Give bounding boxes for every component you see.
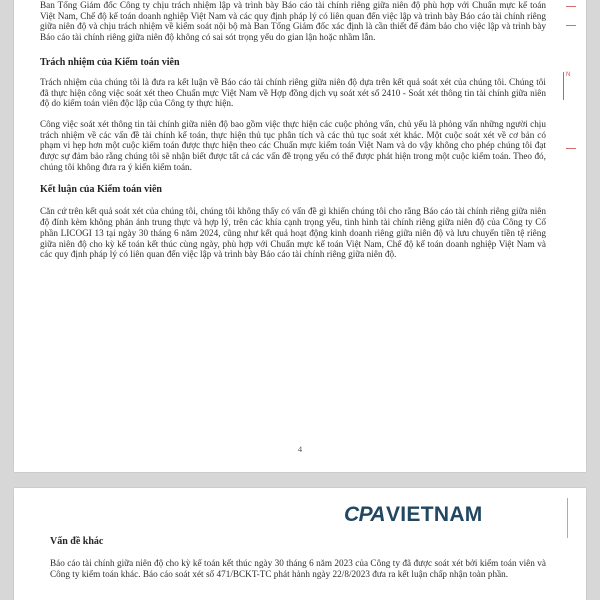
- logo-vietnam-text: VIETNAM: [385, 503, 483, 526]
- auditor-responsibility-paragraph-2: Công việc soát xét thông tin tài chính giữa niên độ bao gồm việc thực hiện các cuộc phỏng vấn, chủ yếu là phỏng vấn những người chịu trách nhiệm về các vấn đề tài chính kế toán, thực hiện thủ tục phân tích và các thủ tục soát xét khác. Một cuộc soát xét về cơ bản có phạm vi hẹp hơn một cuộc kiểm toán được thực hiện theo các Chuẩn mực kiểm toán Việt Nam và do vậy không cho phép chúng tôi đạt được sự đảm bảo rằng chúng tôi sẽ nhận biết được tất cả các vấn đề trọng yếu có thể được phát hiện trong một cuộc kiểm toán. Theo đó, chúng tôi không đưa ra ý kiến kiểm toán.: [40, 118, 546, 172]
- cpa-vietnam-logo: [344, 503, 483, 527]
- page-bottom: [14, 488, 586, 600]
- margin-mark-middle: [566, 25, 576, 26]
- page-top: [14, 0, 586, 472]
- margin-mark-top: [566, 6, 576, 7]
- auditor-responsibility-heading: Trách nhiệm của Kiểm toán viên: [40, 56, 180, 68]
- auditor-responsibility-paragraph-1: Trách nhiệm của chúng tôi là đưa ra kết luận về Báo cáo tài chính riêng giữa niên độ dựa trên kết quả soát xét của chúng tôi. Chúng tôi đã thực hiện công việc soát xét theo Chuẩn mực Việt Nam về Hợp đồng dịch vụ soát xét số 2410 - Soát xét thông tin tài chính giữa niên độ do kiểm toán viên độc lập của Công ty thực hiện.: [40, 76, 546, 109]
- margin-stamp-bottom: [567, 498, 580, 538]
- auditor-conclusion-heading: Kết luận của Kiểm toán viên: [40, 184, 162, 196]
- intro-paragraph: Ban Tổng Giám đốc Công ty chịu trách nhiệm lập và trình bày Báo cáo tài chính riêng giữa niên độ phù hợp với Chuẩn mực kế toán Việt Nam, Chế độ kế toán doanh nghiệp Việt Nam và các quy định pháp lý có liên quan đến việc lập và trình bày Báo cáo tài chính riêng giữa niên độ và chịu trách nhiệm về kiểm soát nội bộ mà Ban Tổng Giám đốc xác định là cần thiết để đảm bảo cho việc lập và trình bày Báo cáo tài chính riêng giữa niên độ không có sai sót trọng yếu do gian lận hoặc nhầm lẫn.: [40, 0, 546, 43]
- logo-cpa-text: CPA: [344, 503, 385, 526]
- other-matter-paragraph: Báo cáo tài chính giữa niên độ cho kỳ kế toán kết thúc ngày 30 tháng 6 năm 2023 của Công ty đã được soát xét bởi kiểm toán viên và Công ty kiểm toán khác. Báo cáo soát xét số 471/BCKT-TC phát hành ngày 22/8/2023 đưa ra kết luận chấp nhận toàn phần.: [50, 558, 546, 579]
- margin-stamp-label: N: [566, 72, 571, 78]
- page-number: 4: [297, 444, 303, 454]
- other-matter-heading: Vấn đề khác: [50, 536, 104, 547]
- auditor-conclusion-paragraph: Căn cứ trên kết quả soát xét của chúng tôi, chúng tôi không thấy có vấn đề gì khiến chúng tôi cho rằng Báo cáo tài chính riêng giữa niên độ đính kèm không phản ánh trung thực và hợp lý, trên các khía cạnh trọng yếu, tình hình tài chính riêng giữa niên độ của Công ty Cổ phần LICOGI 13 tại ngày 30 tháng 6 năm 2024, cũng như kết quả hoạt động kinh doanh riêng giữa niên độ và lưu chuyển tiền tệ riêng giữa niên độ cho kỳ kế toán kết thúc cùng ngày, phù hợp với Chuẩn mực kế toán Việt Nam, Chế độ kế toán doanh nghiệp Việt Nam và các quy định pháp lý có liên quan đến việc lập và trình bày Báo cáo tài chính riêng giữa niên độ.: [40, 206, 546, 260]
- margin-mark-bottom: [566, 148, 576, 149]
- margin-stamp: [563, 72, 581, 100]
